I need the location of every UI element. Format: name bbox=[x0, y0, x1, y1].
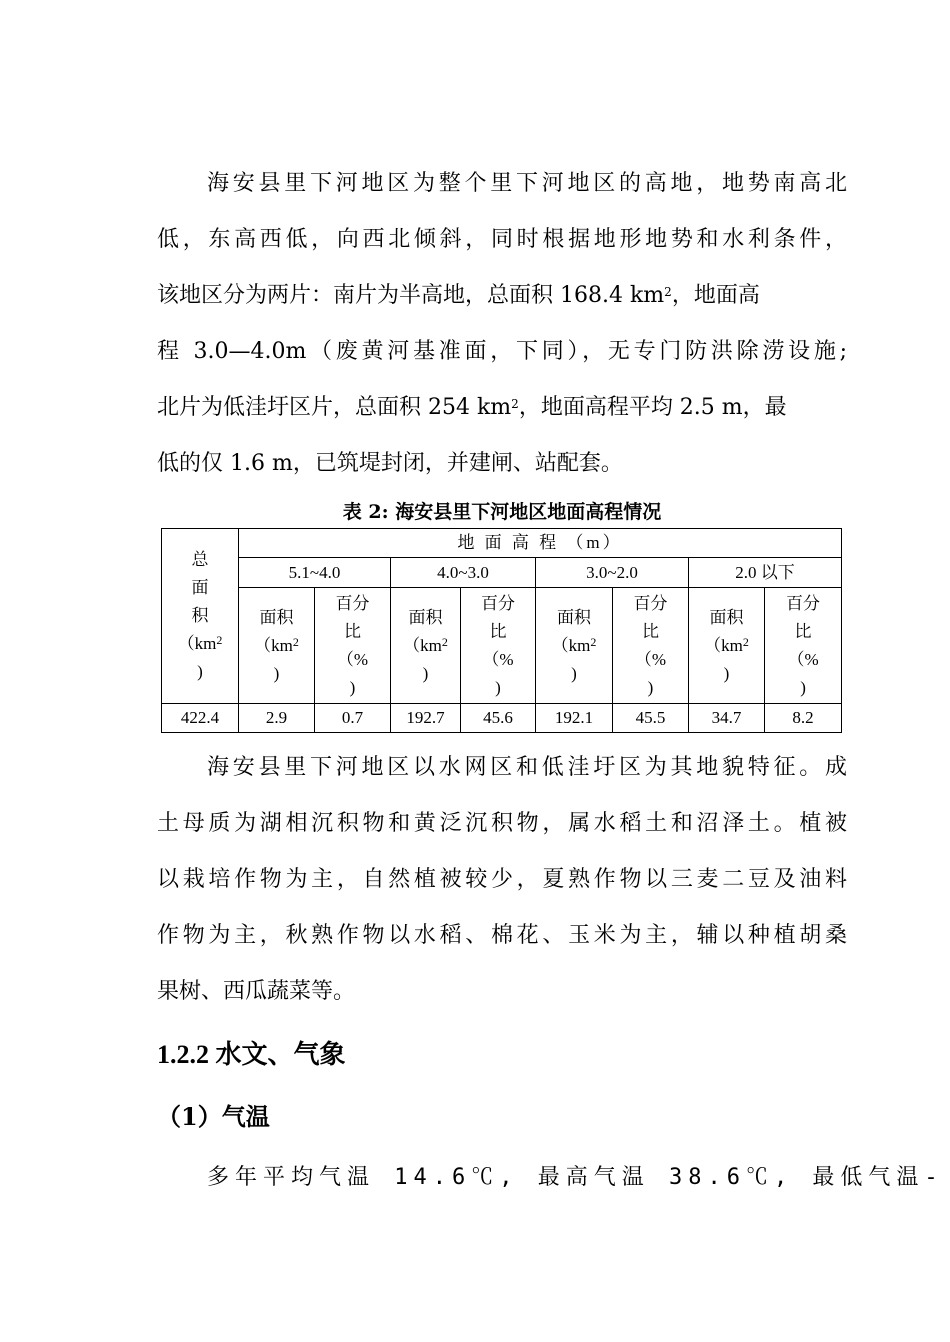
section-heading: 1.2.2 水文、气象 bbox=[157, 1040, 346, 1069]
sub-line: 百分 bbox=[481, 593, 515, 613]
range-header: 3.0~2.0 bbox=[536, 558, 689, 588]
sub-line: 百分 bbox=[633, 593, 668, 613]
sub-line: 面积 bbox=[709, 607, 744, 627]
text-fragment: ，地面高 bbox=[671, 283, 760, 308]
paragraph-landform bbox=[157, 740, 847, 1020]
sub-line: 比 bbox=[642, 621, 659, 641]
text-line: 以栽培作物为主，自然植被较少，夏熟作物以三麦二豆及油料 bbox=[157, 867, 847, 892]
text-fragment: 该地区分为两片：南片为半高地，总面积 168.4 km bbox=[157, 283, 665, 308]
text-line bbox=[157, 268, 847, 324]
text-line: 海安县里下河地区为整个里下河地区的高地，地势南高北 bbox=[207, 171, 847, 196]
sub-line: 比 bbox=[794, 621, 812, 641]
area-subheader bbox=[239, 588, 315, 704]
sub-line: 面积 bbox=[408, 607, 443, 627]
percent-subheader bbox=[315, 588, 391, 704]
sub-line: （% bbox=[336, 649, 369, 669]
superscript: 2 bbox=[441, 634, 448, 649]
sub-fragment: （km bbox=[551, 635, 591, 655]
percent-subheader bbox=[461, 588, 536, 704]
header-char bbox=[162, 630, 238, 658]
sub-line: （% bbox=[634, 649, 667, 669]
text-line: 海安县里下河地区以水网区和低洼圩区为其地貌特征。成 bbox=[207, 755, 847, 780]
sub-line bbox=[391, 632, 460, 660]
table-cell: 192.1 bbox=[536, 704, 613, 733]
table-row bbox=[162, 704, 842, 733]
superscript: 2 bbox=[216, 633, 223, 647]
table-cell: 192.7 bbox=[391, 704, 461, 733]
text-line: 低，东高西低，向西北倾斜，同时根据地形地势和水利条件， bbox=[157, 227, 847, 252]
table-cell: 0.7 bbox=[315, 704, 391, 733]
sub-line bbox=[689, 632, 764, 660]
header-fragment: （km bbox=[177, 634, 217, 653]
table-caption: 表 2: 海安县里下河地区地面高程情况 bbox=[342, 501, 662, 523]
percent-subheader bbox=[613, 588, 689, 704]
area-subheader bbox=[391, 588, 461, 704]
paragraph-terrain bbox=[157, 156, 847, 492]
text-line: 作物为主，秋熟作物以水稻、棉花、玉米为主，辅以种植胡桑 bbox=[157, 923, 847, 948]
header-char: 面 bbox=[191, 578, 209, 597]
sub-line: ) bbox=[422, 663, 429, 683]
sub-line: （% bbox=[787, 649, 819, 669]
sub-line: 比 bbox=[489, 621, 507, 641]
table-cell: 2.9 bbox=[239, 704, 315, 733]
sub-line: 比 bbox=[344, 621, 361, 641]
area-subheader bbox=[536, 588, 613, 704]
sub-line: ) bbox=[273, 663, 280, 683]
text-line bbox=[157, 380, 847, 436]
subsection-heading: （1）气温 bbox=[157, 1102, 270, 1131]
range-header: 5.1~4.0 bbox=[239, 558, 391, 588]
superscript: 2 bbox=[292, 634, 299, 649]
sub-line: 百分 bbox=[786, 593, 821, 613]
sub-line: 百分 bbox=[335, 593, 370, 613]
table-cell: 45.5 bbox=[613, 704, 689, 733]
sub-line: ) bbox=[723, 663, 730, 683]
header-char: 总 bbox=[191, 550, 209, 569]
table-cell: 8.2 bbox=[765, 704, 842, 733]
text-line: 低的仅 1.6 m，已筑堤封闭，并建闸、站配套。 bbox=[157, 451, 623, 476]
superscript: 2 bbox=[742, 634, 749, 649]
table-cell: 34.7 bbox=[689, 704, 765, 733]
range-header: 2.0 以下 bbox=[689, 558, 842, 588]
sub-fragment: （km bbox=[403, 635, 442, 655]
header-char: ) bbox=[197, 662, 203, 681]
table-cell: 422.4 bbox=[162, 704, 239, 733]
text-line: 程 3.0—4.0m（废黄河基准面，下同），无专门防洪除涝设施; bbox=[157, 339, 847, 364]
text-line: 果树、西瓜蔬菜等。 bbox=[157, 979, 356, 1004]
sub-line: ) bbox=[349, 677, 356, 697]
text-fragment: ，地面高程平均 2.5 m，最 bbox=[518, 395, 787, 420]
superscript: 2 bbox=[590, 634, 597, 649]
sub-line bbox=[239, 632, 314, 660]
sub-fragment: （km bbox=[704, 635, 743, 655]
superscript: 2 bbox=[511, 397, 519, 411]
sub-line bbox=[536, 632, 612, 660]
sub-line: 面积 bbox=[259, 607, 294, 627]
sub-line: ) bbox=[571, 663, 577, 683]
total-area-header bbox=[162, 529, 239, 704]
area-subheader bbox=[689, 588, 765, 704]
sub-line: （% bbox=[482, 649, 514, 669]
text-fragment: 北片为低洼圩区片，总面积 254 km bbox=[157, 395, 512, 420]
table-cell: 45.6 bbox=[461, 704, 536, 733]
sub-fragment: （km bbox=[254, 635, 293, 655]
elevation-header: 地 面 高 程 （m） bbox=[239, 529, 842, 558]
text-line: 土母质为湖相沉积物和黄泛沉积物，属水稻土和沼泽土。植被 bbox=[157, 811, 847, 836]
elevation-table bbox=[161, 528, 842, 733]
range-header: 4.0~3.0 bbox=[391, 558, 536, 588]
sub-line: 面积 bbox=[557, 607, 591, 627]
sub-line: ) bbox=[800, 677, 806, 697]
sub-line: ) bbox=[647, 677, 654, 697]
paragraph-temperature: 多年平均气温 14.6℃, 最高气温 38.6℃, 最低气温- bbox=[207, 1165, 944, 1190]
superscript: 2 bbox=[664, 285, 672, 299]
percent-subheader bbox=[765, 588, 842, 704]
header-char: 积 bbox=[191, 606, 209, 625]
sub-line: ) bbox=[495, 677, 501, 697]
